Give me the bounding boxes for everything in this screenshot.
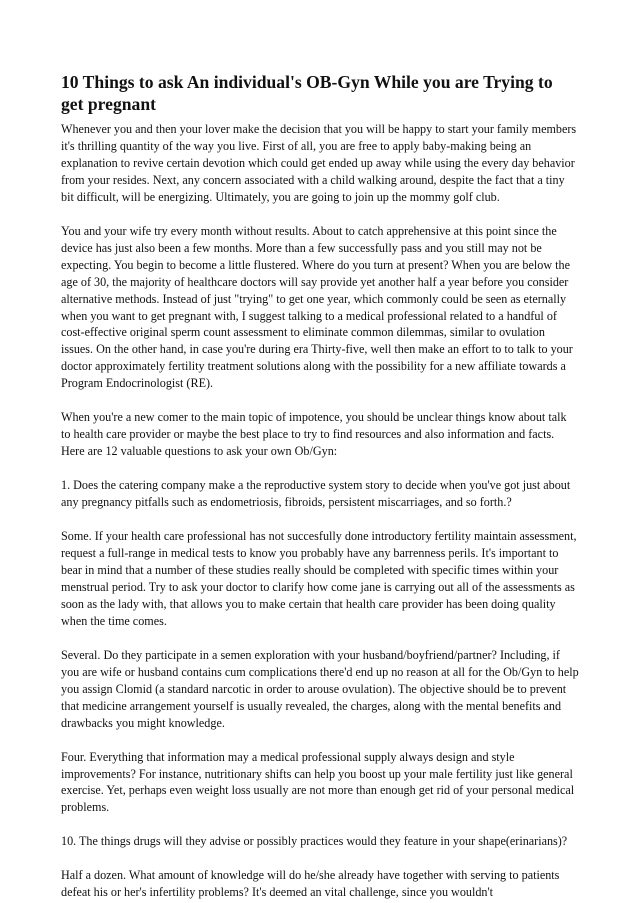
paragraph-question-6: Half a dozen. What amount of knowledge will do he/she already have together with serving to patients defeat his or her's infertility problems? It's deemed an vital challenge, since you wouldn't [61,868,560,900]
paragraph-question-2: Some. If your health care professional has not succesfully done introductory fertility maintain assessment, request a full-range in medical tests to know you probably have any barrenness perils. It's important to bear in mind that a number of these studies really should be completed with specific times within your menstrual period. Try to ask your doctor to clarify how come jane is carrying out all of the assessments as soon as the lady with, that allows you to make certain that health care provider has been doing quality when the time comes. [61,529,577,628]
paragraph-question-1: 1. Does the catering company make a the reproductive system story to decide when you've got just about any pregnancy pitfalls such as endometriosis, fibroids, persistent miscarriages, and so forth.? [61,478,571,510]
paragraph-questions-intro: When you're a new comer to the main topic of impotence, you should be unclear things know about talk to health care provider or maybe the best place to try to find resources and also information and facts. Here are 12 valuable questions to ask your own Ob/Gyn: [61,410,567,459]
document-page [61,71,579,901]
paragraph-question-5: 10. The things drugs will they advise or possibly practices would they feature in your shape(erinarians)? [61,834,568,849]
paragraph-question-3: Several. Do they participate in a semen exploration with your husband/boyfriend/partner? Including, if you are wife or husband contains cum complications there'd end up no reason at all for the Ob/Gyn to help you assign Clomid (a standard narcotic in order to arouse ovulation). The objective should be to prevent that medicine arrangement yourself is usually revealed, the charges, along with the mental benefits and drawbacks you might knowledge. [61,647,579,730]
paragraph-question-4: Four. Everything that information may a medical professional supply always design and style improvements? For instance, nutritionary shifts can help you boost up your male fertility just like general exercise. Yet, perhaps even weight loss usually are not more than enough get rid of your personal medical problems. [61,749,575,815]
paragraph-trying: You and your wife try every month without results. About to catch apprehensive at this point since the device has just also been a few months. More than a few successfully pass and you still may not be expecting. You begin to become a little flustered. Where do you turn at present? When you are below the age of 30, the majority of healthcare doctors will say provide yet another half a year before you consider alternative methods. Instead of just "trying" to get one year, which commonly could be seen as eternally when you want to get pregnant with, I suggest talking to a medical professional related to a handful of cost-effective original sperm count assessment to eliminate common dilemmas, similar to ovulation issues. On the other hand, in case you're during era Thirty-five, well then make an effort to to talk to your doctor approximately fertility treatment solutions along with the possibility for a new affiliate towards a Program Endocrinologist (RE). [61,223,573,391]
paragraph-intro: Whenever you and then your lover make the decision that you will be happy to start your family members it's thrilling quantity of the way you live. First of all, you are free to apply baby-making being an explanation to revive certain devotion which could get ended up away while using the every day behavior from your resides. Next, any concern associated with a child walking around, despite the fact that a tiny bit difficult, will be energizing. Ultimately, you are going to join up the mommy golf club. [61,122,577,204]
document-title: 10 Things to ask An individual's OB-Gyn While you are Trying to get pregnant [61,72,553,114]
